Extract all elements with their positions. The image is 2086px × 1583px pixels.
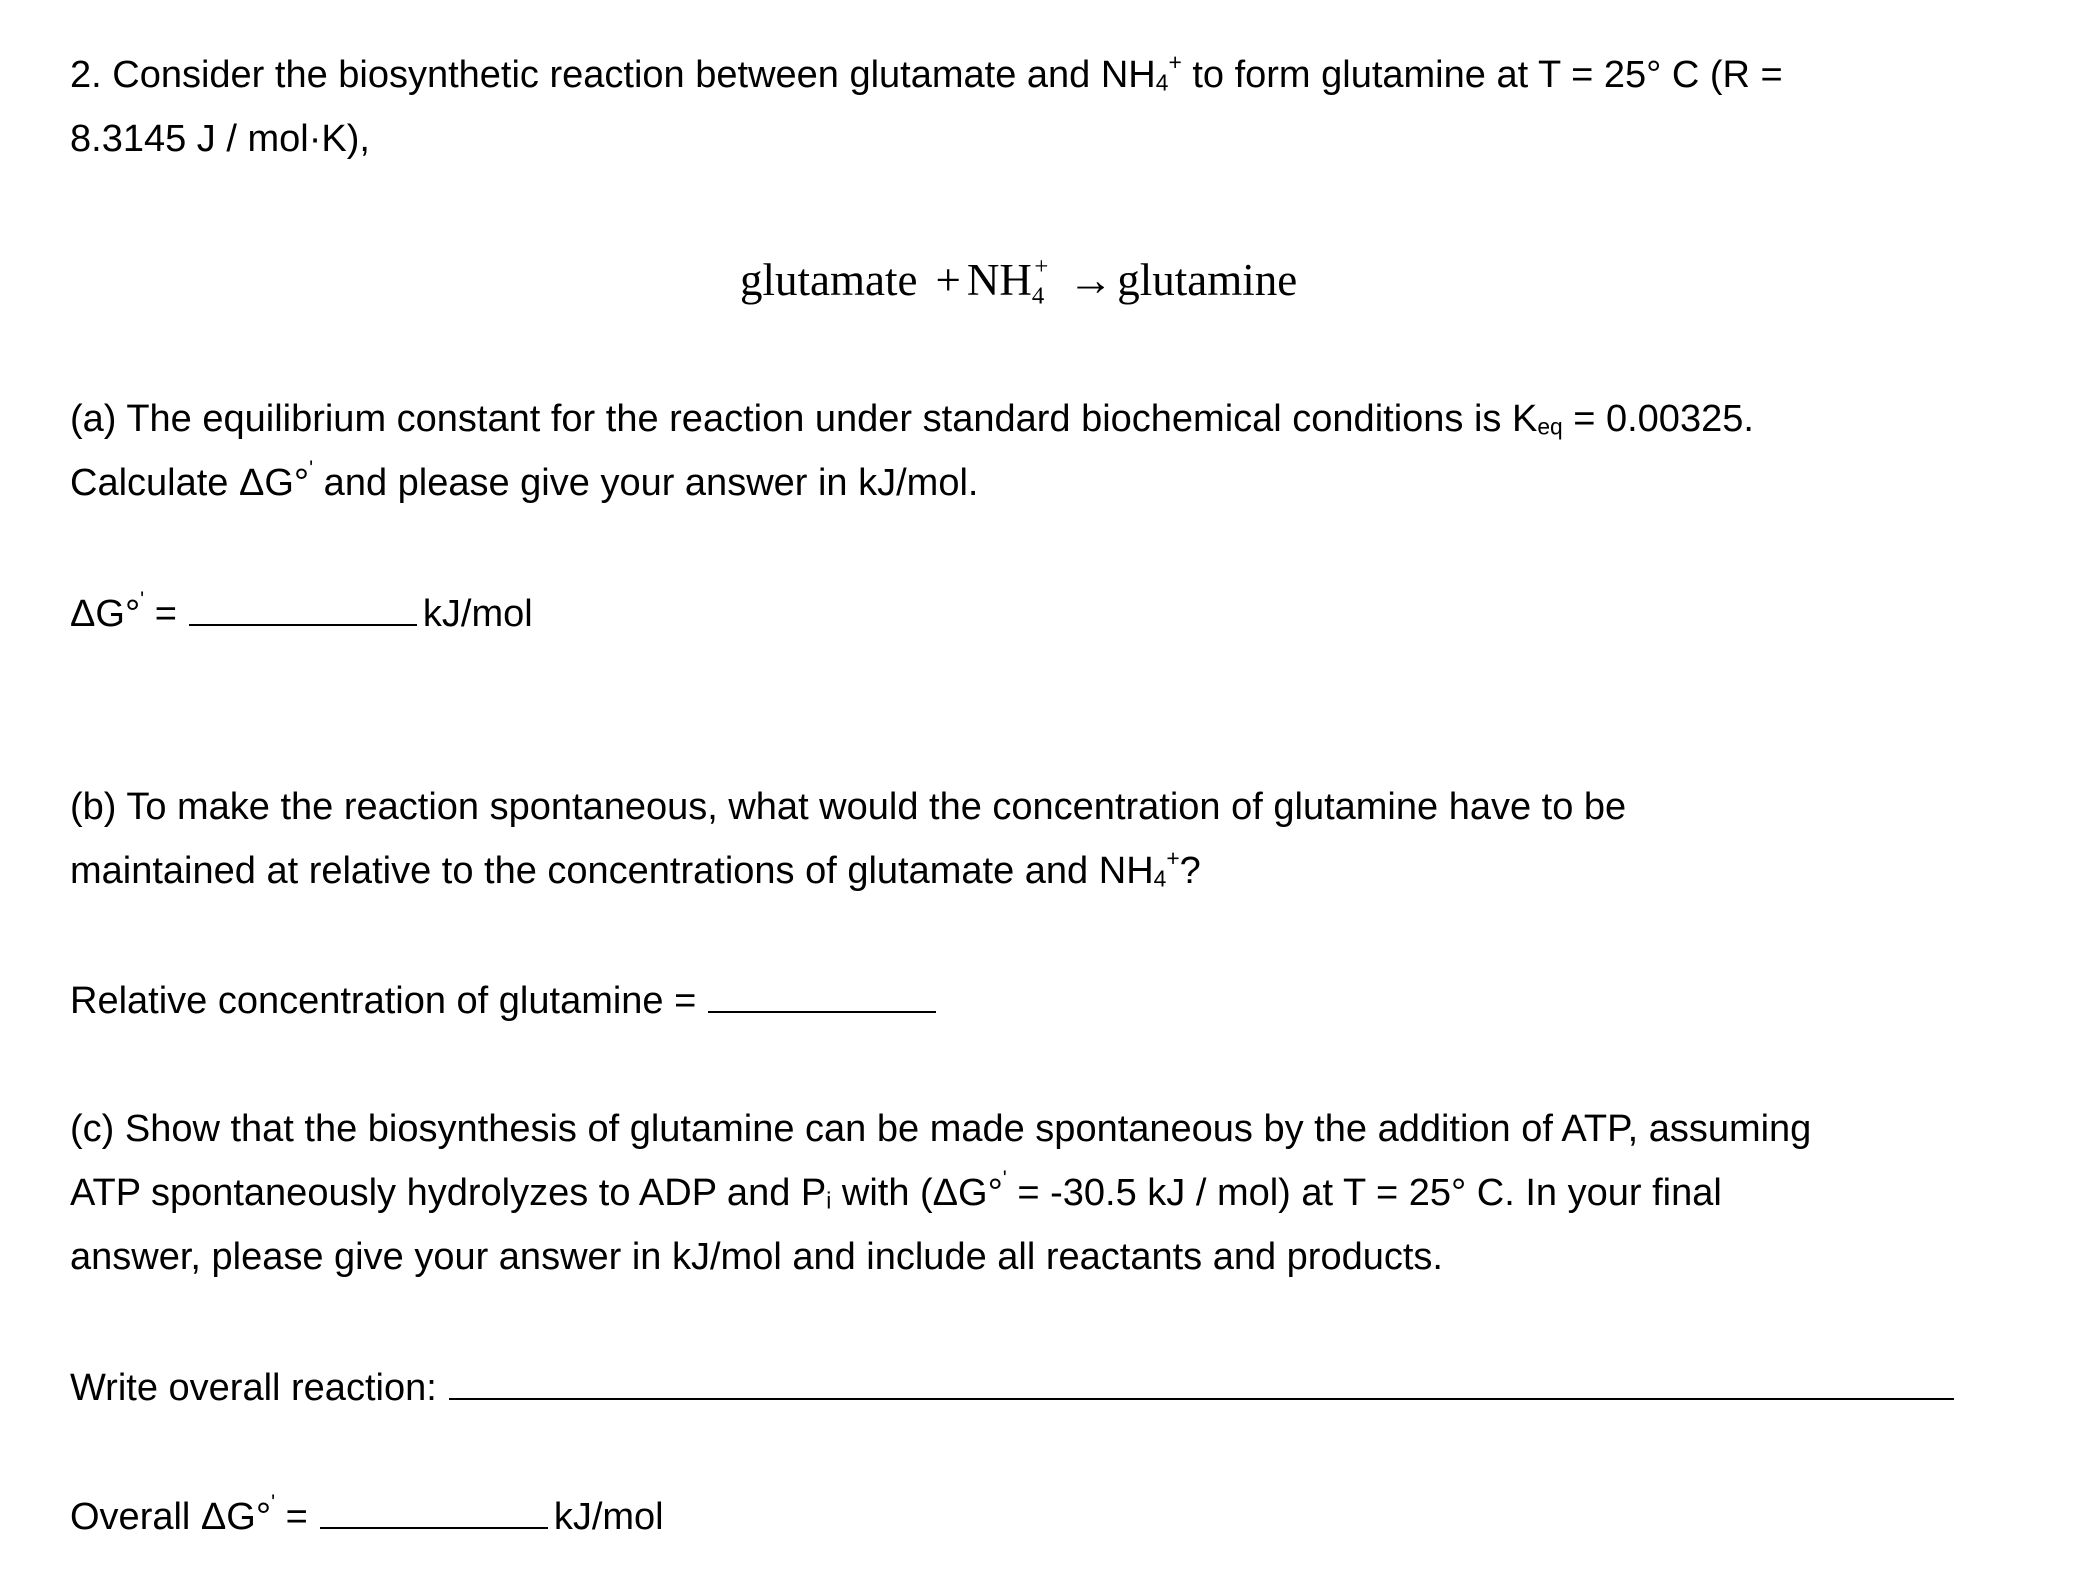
overall-delta-g-blank[interactable]: [320, 1493, 548, 1529]
part-a-line-1: [70, 396, 1754, 442]
part-a-answer-unit: kJ/mol: [422, 593, 533, 635]
part-b-text-b: ?: [1179, 850, 1201, 892]
part-a-prime: ': [309, 457, 314, 481]
delta-g-answer-blank[interactable]: [189, 590, 417, 626]
overall-delta-g-row: [70, 1493, 664, 1540]
pi-subscript: i: [826, 1187, 832, 1214]
part-b-line-1: (b) To make the reaction spontaneous, what would the concentration of glutamine have to be: [70, 786, 1627, 828]
question-intro-line-2: 8.3145 J / mol·K),: [70, 118, 370, 160]
part-c-text-c: = -30.5 kJ / mol) at T = 25° C. In your final: [1006, 1172, 1722, 1214]
question-intro-text-b: to form glutamine at T = 25° C (R =: [1181, 54, 1783, 96]
nh4-superscript: +: [1168, 48, 1182, 75]
part-a-line-2-text-b: and please give your answer in kJ/mol.: [313, 462, 979, 504]
part-c-prime: ': [1002, 1167, 1007, 1191]
part-c-text-b: with (ΔG°: [831, 1172, 1003, 1214]
part-b-answer-row: [70, 977, 942, 1024]
keq-subscript: eq: [1537, 413, 1563, 440]
overall-reaction-row: [70, 1364, 1954, 1411]
part-c-line-3: answer, please give your answer in kJ/mol and include all reactants and products.: [70, 1236, 1443, 1278]
part-a-line-2-text-a: Calculate ΔG°: [70, 462, 310, 504]
overall-reaction-blank[interactable]: [449, 1364, 1954, 1400]
overall-delta-g-unit: kJ/mol: [553, 1496, 664, 1538]
part-b-text-a: maintained at relative to the concentrations of glutamate and NH: [70, 850, 1154, 892]
part-a-answer-prime: ': [140, 588, 145, 612]
part-b-nh4-superscript: +: [1166, 844, 1180, 871]
part-a-answer-row: [70, 590, 533, 637]
nh4-subscript: 4: [1155, 69, 1169, 96]
relative-concentration-blank[interactable]: [708, 977, 936, 1013]
equation-nh4-superscript: +: [1034, 252, 1049, 280]
overall-reaction-label: Write overall reaction:: [70, 1367, 437, 1409]
part-a-answer-equals: =: [144, 593, 177, 635]
part-a-answer-label: ΔG°: [70, 593, 141, 635]
question-intro-line-1: [70, 48, 1783, 98]
part-b-answer-label: Relative concentration of glutamine =: [70, 980, 697, 1022]
part-a-text-b: = 0.00325.: [1562, 398, 1754, 440]
part-c-line-2: [70, 1167, 1722, 1216]
overall-equals: =: [275, 1496, 308, 1538]
question-intro-text-a: 2. Consider the biosynthetic reaction between glutamate and NH: [70, 54, 1156, 96]
reaction-equation: [740, 252, 1297, 308]
part-c-text-a: ATP spontaneously hydrolyzes to ADP and P: [70, 1172, 827, 1214]
part-c-line-1: (c) Show that the biosynthesis of glutamine can be made spontaneous by the addition of ATP, assuming: [70, 1108, 1812, 1150]
part-a-text-a: (a) The equilibrium constant for the reaction under standard biochemical conditions is K: [70, 398, 1538, 440]
equation-plus: +: [935, 255, 961, 305]
part-a-line-2: [70, 457, 979, 506]
equation-reactant-nh: NH: [966, 255, 1032, 305]
part-b-nh4-subscript: 4: [1153, 865, 1167, 892]
part-b-line-2: [70, 844, 1201, 894]
equation-arrow: →: [1068, 255, 1114, 305]
equation-reactant-glutamate: glutamate: [740, 255, 918, 305]
overall-prime: ': [271, 1491, 276, 1515]
overall-delta-g-label: Overall ΔG°: [70, 1496, 272, 1538]
equation-product-glutamine: glutamine: [1117, 255, 1298, 305]
equation-nh4-subscript: 4: [1031, 282, 1045, 310]
